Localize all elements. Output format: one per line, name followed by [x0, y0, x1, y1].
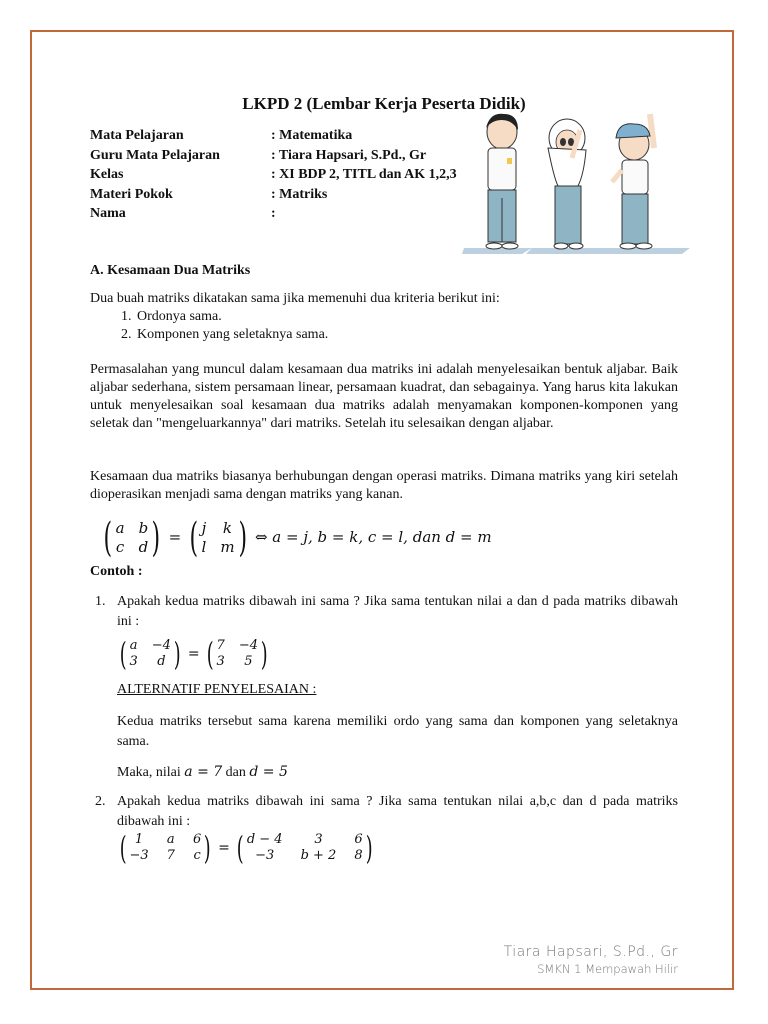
- answer-connector: dan: [222, 765, 250, 780]
- matrix-cell: a: [166, 832, 175, 847]
- matrix-cell: d − 4: [246, 832, 283, 847]
- info-table: [90, 126, 457, 224]
- equals-sign: =: [187, 646, 200, 662]
- criteria-list: [90, 308, 678, 344]
- matrix-cell: −4: [238, 638, 258, 653]
- solution-answer: [117, 762, 678, 783]
- matrix-cell: 3: [216, 654, 225, 669]
- section-a-heading: A. Kesamaan Dua Matriks: [90, 263, 251, 278]
- matrix-cell: j: [201, 519, 207, 537]
- paren-close: ): [204, 829, 211, 867]
- footer: [504, 944, 678, 976]
- paren-close: ): [151, 515, 161, 561]
- equality-formula: [100, 515, 688, 561]
- info-label: Materi Pokok: [90, 186, 173, 202]
- matrix-cell: −4: [151, 638, 171, 653]
- criteria-block: [90, 290, 678, 344]
- solution-explanation: Kedua matriks tersebut sama karena memiliki ordo yang sama dan komponen yang seletaknya sama.: [117, 714, 678, 749]
- matrix-cell: 7: [216, 638, 225, 653]
- student-boy-cap-figure: [612, 114, 654, 249]
- matrix-left: [100, 515, 164, 561]
- equals-sign: =: [168, 528, 182, 546]
- contoh-label: Contoh :: [90, 564, 143, 579]
- matrix-left: [117, 635, 183, 673]
- matrix-cell: b + 2: [300, 848, 337, 863]
- info-row: [90, 126, 457, 146]
- matrix-cell: b: [138, 519, 149, 537]
- matrix-cell: d: [138, 538, 149, 556]
- matrix-cell: l: [201, 538, 207, 556]
- matrix-cell: 5: [244, 654, 253, 669]
- example-2-equation: [117, 829, 678, 867]
- answer-a-value: a = 7: [184, 764, 223, 780]
- criteria-item: 1. Ordonya sama.: [135, 308, 678, 326]
- matrix-cell: 8: [354, 848, 363, 863]
- example-number: 1.: [95, 594, 106, 609]
- info-label: Nama: [90, 206, 126, 221]
- paragraph-1: Permasalahan yang muncul dalam kesamaan dua matriks ini adalah menyelesaikan bentuk aljabar. Baik aljabar sederhana, sistem persamaan linear, persamaan kuadrat, dan sebagainya. Yang harus kita lakukan untuk menyelesaikan soal kesamaan dua matriks adalah menyamakan komponen-komponen yang seletak dan "mengeluarkannya" dari matriks. Setelah itu selesaikan dengan aljabar.: [90, 362, 678, 431]
- info-label: Mata Pelajaran: [90, 128, 184, 143]
- info-value: : Matematika: [271, 128, 353, 143]
- example-1-equation: [117, 635, 678, 673]
- student-boy-figure: [486, 114, 518, 249]
- matrix-cell: a: [129, 638, 138, 653]
- equals-sign: =: [218, 840, 230, 856]
- matrix-cell: −3: [129, 848, 149, 863]
- paren-open: (: [206, 635, 214, 673]
- example-question: Apakah kedua matriks dibawah ini sama ? Jika sama tentukan nilai a,b,c dan d pada matriks dibawah ini :: [117, 794, 678, 829]
- paren-close: ): [260, 635, 268, 673]
- matrix-left: [117, 829, 214, 867]
- footer-author: Tiara Hapsari, S.Pd., Gr: [503, 944, 678, 960]
- example-1: [90, 592, 678, 783]
- iff-statement: ⇔ a = j, b = k, c = l, dan d = m: [254, 528, 492, 546]
- matrix-right: [234, 829, 375, 867]
- info-value: : Tiara Hapsari, S.Pd., Gr: [271, 147, 427, 163]
- matrix-cell: a: [115, 519, 125, 537]
- matrix-cell: k: [222, 519, 232, 537]
- intro-text: Dua buah matriks dikatakan sama jika memenuhi dua kriteria berikut ini:: [90, 291, 500, 306]
- matrix-cell: 6: [354, 832, 363, 847]
- info-value: : Matriks: [271, 186, 328, 202]
- info-value: : XI BDP 2, TITL dan AK 1,2,3: [271, 167, 457, 182]
- paren-open: (: [189, 515, 199, 561]
- paren-close: ): [173, 635, 181, 673]
- matrix-cell: 6: [192, 832, 202, 847]
- paren-open: (: [119, 635, 127, 673]
- matrix-right: [186, 515, 250, 561]
- paragraph-2: Kesamaan dua matriks biasanya berhubungan dengan operasi matriks. Dimana matriks yang kiri setelah dioperasikan menjadi sama dengan matriks yang kanan.: [90, 469, 678, 502]
- example-question: Apakah kedua matriks dibawah ini sama ? Jika sama tentukan nilai a dan d pada matriks dibawah ini :: [117, 594, 678, 629]
- info-row: [90, 165, 457, 185]
- answer-d-value: d = 5: [249, 764, 288, 780]
- matrix-cells: [247, 832, 363, 864]
- students-illustration: [462, 108, 692, 254]
- paren-open: (: [119, 829, 127, 867]
- info-row: [90, 146, 457, 166]
- matrix-cell: 7: [166, 848, 175, 863]
- info-label: Guru Mata Pelajaran: [90, 147, 220, 163]
- matrix-cells: [217, 638, 258, 670]
- matrix-cell: 3: [129, 654, 138, 669]
- student-girl-figure: [548, 119, 586, 249]
- matrix-cells: [129, 638, 170, 670]
- matrix-cell: c: [193, 848, 201, 863]
- info-row: [90, 204, 457, 224]
- paren-close: ): [365, 829, 373, 867]
- matrix-right: [204, 635, 270, 673]
- paren-open: (: [103, 515, 113, 561]
- info-value: :: [271, 206, 276, 221]
- matrix-cell: d: [157, 654, 166, 669]
- criteria-item: 2. Komponen yang seletaknya sama.: [135, 326, 678, 344]
- matrix-cells: [129, 832, 201, 864]
- alternative-solution-label: ALTERNATIF PENYELESAIAN :: [117, 682, 317, 697]
- matrix-cell: 1: [134, 832, 144, 847]
- matrix-cell: m: [220, 538, 235, 556]
- paren-open: (: [237, 829, 245, 867]
- answer-prefix: Maka, nilai: [117, 765, 185, 780]
- footer-school: SMKN 1 Mempawah Hilir: [537, 962, 678, 976]
- example-number: 2.: [95, 794, 106, 809]
- matrix-cell: c: [115, 538, 125, 556]
- info-label: Kelas: [90, 167, 124, 182]
- example-2: [90, 792, 678, 867]
- info-row: [90, 185, 457, 205]
- matrix-cell: 3: [314, 832, 323, 847]
- paren-close: ): [238, 515, 247, 561]
- page-title: LKPD 2 (Lembar Kerja Peserta Didik): [242, 94, 526, 113]
- matrix-cell: −3: [255, 848, 275, 863]
- matrix-cells: [202, 519, 235, 557]
- matrix-cells: [116, 519, 149, 557]
